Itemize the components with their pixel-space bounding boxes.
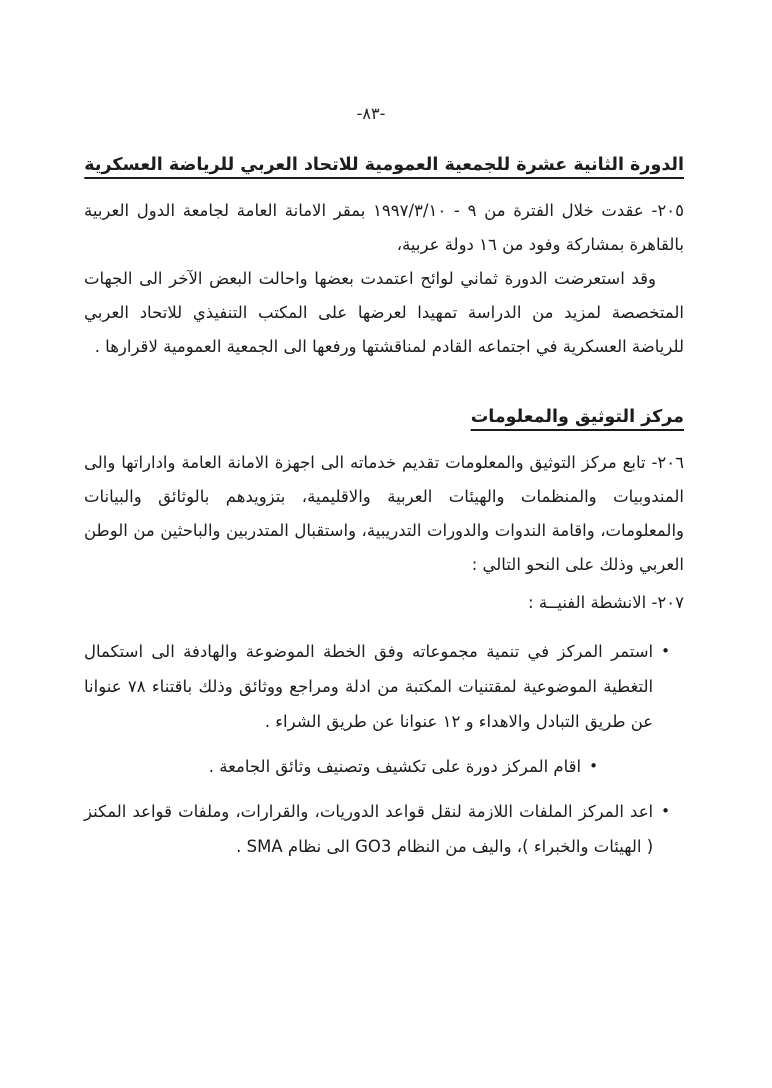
paragraph-207-technical-activities: ٢٠٧- الانشطة الفنيــة : (528, 593, 684, 612)
section-documentation-center (84, 402, 684, 864)
paragraph-206: ٢٠٦- تابع مركز التوثيق والمعلومات تقديم خدماته الى اجهزة الامانة العامة واداراتها والى المندوبيات والمنظمات والهيئات العربية والاقليمية، بتزويدهم بالوثائق والبيانات والمعلومات، واقامة الندوات والدورات التدريبية، واستقبال المتدربين والباحثين من الوطن العربي وذلك على النحو التالي : (84, 453, 684, 574)
technical-activities-list (84, 634, 684, 864)
bullet-text-collections: استمر المركز في تنمية مجموعاته وفق الخطة الموضوعة والهادفة الى استكمال التغطية الموضوعية لمقتنيات المكتبة من ادلة ومراجع ووثائق وذلك باقتناء ٧٨ عنوانا عن طريق التبادل والاهداء و ١٢ عنوانا عن طريق الشراء . (84, 642, 654, 731)
section-heading-documentation-center: مركز التوثيق والمعلومات (470, 407, 684, 427)
document-content (84, 150, 684, 874)
page-number: -٨٣- (356, 104, 386, 123)
bullet-icon: • (661, 802, 670, 820)
section-heading-general-assembly: الدورة الثانية عشرة للجمعية العمومية للاتحاد العربي للرياضة العسكرية (84, 155, 684, 175)
paragraph-205-continuation: وقد استعرضت الدورة ثماني لوائح اعتمدت بعضها واحالت البعض الآخر الى الجهات المتخصصة لمزيد من الدراسة تمهيدا لعرضها على المكتب التنفيذي للاتحاد العربي للرياضة العسكرية في اجتماعه القادم لمناقشتها ورفعها الى الجمعية العمومية لاقرارها . (84, 269, 684, 356)
paragraph-205: ٢٠٥- عقدت خلال الفترة من ٩ - ١٩٩٧/٣/١٠ بمقر الامانة العامة لجامعة الدول العربية بالقاهرة بمشاركة وفود من ١٦ دولة عربية، (84, 201, 684, 254)
list-item (84, 634, 670, 739)
bullet-icon: • (589, 757, 598, 775)
section-general-assembly (84, 150, 684, 364)
bullet-icon: • (661, 642, 670, 660)
list-item (84, 794, 670, 864)
bullet-text-indexing-course: اقام المركز دورة على تكشيف وتصنيف وثائق الجامعة . (208, 757, 582, 776)
list-item (84, 749, 598, 784)
bullet-text-database-files: اعد المركز الملفات اللازمة لنقل قواعد الدوريات، والقرارات، وملفات قواعد المكنز ( الهيئات والخبراء )، واليف من النظام GO3 الى نظام SMA . (84, 802, 654, 856)
